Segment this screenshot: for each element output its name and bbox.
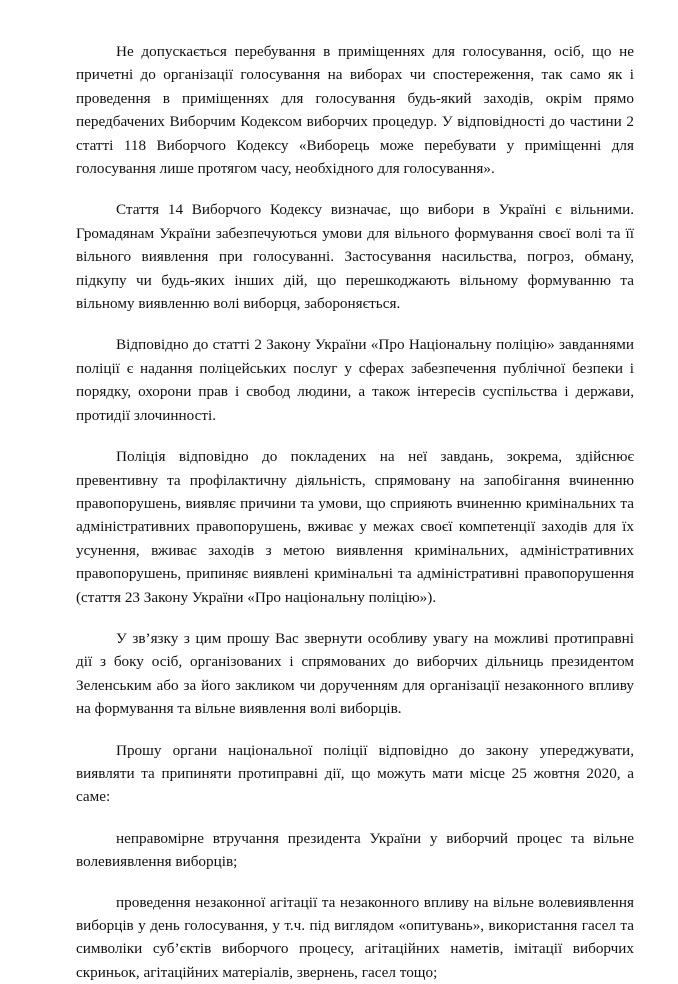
paragraph-article-14: Стаття 14 Виборчого Кодексу визначає, що вибори в Україні є вільними. Громадянам України забезпечуються умови для вільного формування своєї волі та її вільного виявлення при голосуванні. Застосування насильства, погроз, обману, підкупу чи будь-яких інших дій, що перешкоджають вільному формуванню та вільному виявленню волі виборця, забороняється. <box>76 201 634 313</box>
paragraph-voting-premises: Не допускається перебування в приміщеннях для голосування, осіб, що не причетні до організації голосування на виборах чи спостереження, так само як і проведення в приміщеннях для голосування будь-який заходів, окрім прямо передбачених Виборчим Кодексом виборчих процедур. У відповідності до частини 2 статті 118 Виборчого Кодексу «Виборець може перебувати у приміщенні для голосування лише протягом часу, необхідного для голосування». <box>76 43 634 178</box>
paragraph-police-duties: Поліція відповідно до покладених на неї завдань, зокрема, здійснює превентивну та профілактичну діяльність, спрямовану на запобігання вчиненню правопорушень, виявляє причини та умови, що сприяють вчиненню кримінальних та адміністративних правопорушень, вживає у межах своєї компетенції заходів для їх усунення, вживає заходів з метою виявлення кримінальних, адміністративних правопорушень, припиняє виявлені кримінальні та адміністративні правопорушення (стаття 23 Закону України «Про національну поліцію»). <box>76 448 634 606</box>
list-item-illegal-agitation: проведення незаконної агітації та незаконного впливу на вільне волевиявлення виборців у день голосування, у т.ч. під виглядом «опитувань», використання гасел та символіки суб’єктів виборчого процесу, агітаційних наметів, імітації виборчих скриньок, агітаційних матеріалів, звернень, гасел тощо; <box>76 893 634 981</box>
paragraph-police-law-article-2: Відповідно до статті 2 Закону України «Про Національну поліцію» завданнями поліції є надання поліцейських послуг у сферах забезпечення публічної безпеки і порядку, охорони прав і свобод людини, а також інтересів суспільства і держави, протидії злочинності. <box>76 336 634 424</box>
list-item-president-interference: неправомірне втручання президента України у виборчий процес та вільне волевиявлення виборців; <box>76 829 634 871</box>
paragraph-request-attention: У зв’язку з цим прошу Вас звернути особливу увагу на можливі протиправні дії з боку осіб, організованих і спрямованих до виборчих дільниць президентом Зеленським або за його закликом чи дорученням для організації незаконного впливу на формування та вільне виявлення волі виборців. <box>76 629 634 718</box>
paragraph-request-police: Прошу органи національної поліції відповідно до закону упереджувати, виявляти та припиняти протиправні дії, що можуть мати місце 25 жовтня 2020, а саме: <box>76 741 634 806</box>
